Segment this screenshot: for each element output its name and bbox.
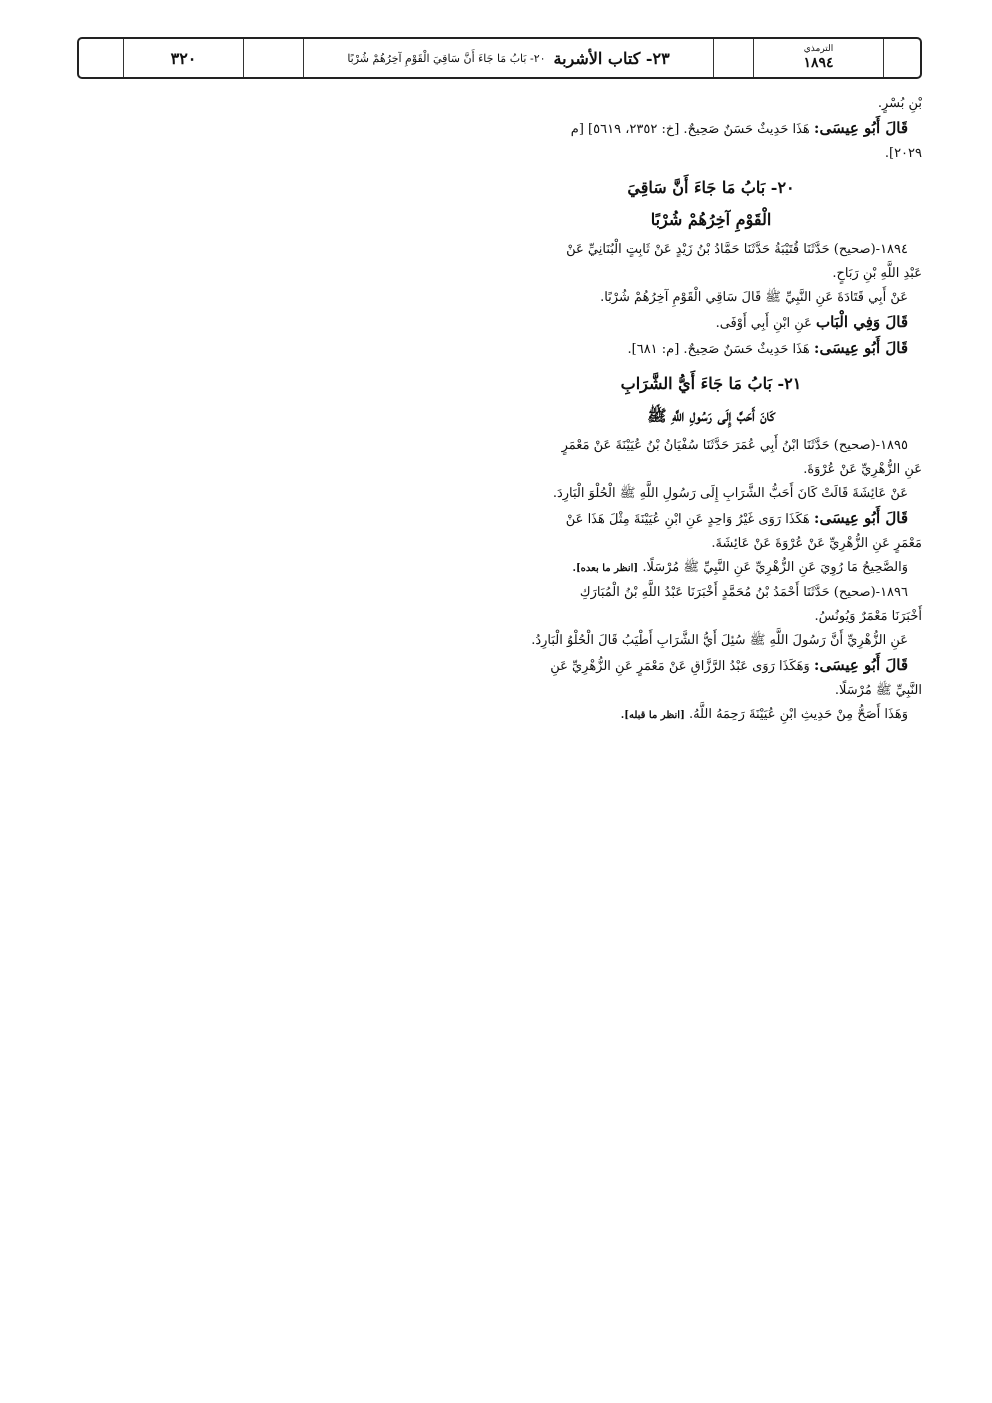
text-line — [500, 310, 922, 336]
text-line: أَخْبَرَنَا مَعْمَرٌ وَيُونُسُ. — [814, 609, 922, 624]
grading-text: هَذَا حَدِيثٌ حَسَنٌ صَحِيحٌ. [م: ٦٨١]. — [627, 342, 810, 357]
hadith-range: ١٨٩٤ — [803, 55, 834, 71]
abu-isa-lead: قَالَ أَبُو عِيسَى: — [813, 509, 908, 527]
bab-lead: قَالَ وَفِي الْبَاب — [816, 313, 908, 331]
cross-reference: [انظر ما قبله]. — [620, 710, 685, 721]
text-line — [500, 653, 922, 679]
bab-text: عَنِ ابْنِ أَبِي أَوْفَى. — [715, 316, 812, 331]
text-line — [500, 703, 922, 728]
chapter-heading-line: ٢١- بَابُ مَا جَاءَ أَيُّ الشَّرَابِ — [620, 374, 802, 393]
hadith-1896: ١٨٩٦-(صحيح) حَدَّثَنَا أَحْمَدُ بْنُ مُحَمَّدٍ أَخْبَرَنَا عَبْدُ اللَّهِ بْنُ الْمُبَارَكِ — [579, 585, 908, 600]
text-line: عَنْ أَبِي قَتَادَةَ عَنِ النَّبِيِّ ﷺ قَالَ سَاقِي الْقَوْمِ آخِرُهُمْ شُرْبًا. — [600, 290, 908, 305]
header-cell-empty-right — [883, 39, 920, 77]
page-number: ٣٢٠ — [123, 39, 243, 77]
collection-name: الترمذي — [803, 44, 834, 55]
text-line — [500, 116, 922, 142]
commentary-text: وَالصَّحِيحُ مَا رُوِيَ عَنِ الزُّهْرِيِّ عَنِ النَّبِيِّ ﷺ مُرْسَلًا. — [642, 560, 908, 575]
page-header — [77, 37, 922, 79]
abu-isa-lead: قَالَ أَبُو عِيسَى: — [813, 656, 908, 674]
header-cell-empty — [243, 39, 303, 77]
text-line — [500, 336, 922, 362]
commentary-text: وَهَكَذَا رَوَى عَبْدُ الرَّزَّاقِ عَنْ مَعْمَرٍ عَنِ الزُّهْرِيِّ عَنِ — [550, 659, 810, 674]
abu-isa-lead: قَالَ أَبُو عِيسَى: — [813, 119, 908, 137]
chapter-heading-line: كَانَ أَحَبَّ إِلَى رَسُولِ اللَّهِ ﷺ — [647, 406, 775, 425]
page-body — [500, 92, 922, 728]
commentary-text: وَهَذَا أَصَحُّ مِنْ حَدِيثِ ابْنِ عُيَيْنَةَ رَحِمَهُ اللَّهُ. — [688, 707, 908, 722]
text-line: بْنِ بُسْرٍ. — [877, 96, 922, 111]
chapter-heading-line: الْقَوْمِ آخِرُهُمْ شُرْبًا — [650, 210, 772, 229]
text-line: عَنِ الزُّهْرِيِّ عَنْ عُرْوَةَ. — [803, 462, 922, 477]
text-line — [500, 556, 922, 581]
text-line: عَبْدِ اللَّهِ بْنِ رَبَاحٍ. — [832, 266, 922, 281]
chapter-title: ٢٠- بَابُ مَا جَاءَ أَنَّ سَاقِيَ الْقَوْمِ آخِرُهُمْ شُرْبًا — [347, 51, 546, 65]
chapter-heading-20 — [500, 172, 922, 236]
text-line: النَّبِيِّ ﷺ مُرْسَلًا. — [834, 683, 922, 698]
chapter-heading-21 — [500, 368, 922, 432]
commentary-text: هَكَذَا رَوَى غَيْرُ وَاحِدٍ عَنِ ابْنِ عُيَيْنَةَ مِثْلَ هَذَا عَنْ — [565, 512, 810, 527]
grading-text: هَذَا حَدِيثٌ حَسَنٌ صَحِيحٌ. [خ: ٢٣٥٢، ٥٦١٩] [م — [570, 122, 810, 137]
hadith-1894: ١٨٩٤-(صحيح) حَدَّثَنَا قُتَيْبَةُ حَدَّثَنَا حَمَّادُ بْنُ زَيْدٍ عَنْ ثَابِتٍ الْبُنَانِيِّ عَنْ — [566, 242, 908, 257]
hadith-1895: ١٨٩٥-(صحيح) حَدَّثَنَا ابْنُ أَبِي عُمَرَ حَدَّثَنَا سُفْيَانُ بْنُ عُيَيْنَةَ عَنْ مَعْمَرٍ — [561, 438, 908, 453]
header-title — [303, 39, 713, 77]
abu-isa-lead: قَالَ أَبُو عِيسَى: — [813, 339, 908, 357]
header-cell-empty — [713, 39, 753, 77]
text-line: ٢٠٢٩]. — [884, 146, 922, 161]
text-line — [500, 506, 922, 532]
cross-reference: [انظر ما بعده]. — [572, 563, 639, 574]
text-line: عَنِ الزُّهْرِيِّ أَنَّ رَسُولَ اللَّهِ ﷺ سُئِلَ أَيُّ الشَّرَابِ أَطْيَبُ قَالَ الْحُلْوُ الْبَارِدُ. — [531, 633, 908, 648]
header-collection — [753, 39, 883, 77]
text-line: عَنْ عَائِشَةَ قَالَتْ كَانَ أَحَبُّ الشَّرَابِ إِلَى رَسُولِ اللَّهِ ﷺ الْحُلْوَ الْبَارِدَ. — [552, 486, 908, 501]
book-title: ٢٣- كتاب الأشربة — [553, 48, 670, 68]
text-line: مَعْمَرٍ عَنِ الزُّهْرِيِّ عَنْ عُرْوَةَ عَنْ عَائِشَةَ. — [711, 536, 922, 551]
chapter-heading-line: ٢٠- بَابُ مَا جَاءَ أَنَّ سَاقِيَ — [627, 178, 795, 197]
header-cell-empty-left — [79, 39, 123, 77]
